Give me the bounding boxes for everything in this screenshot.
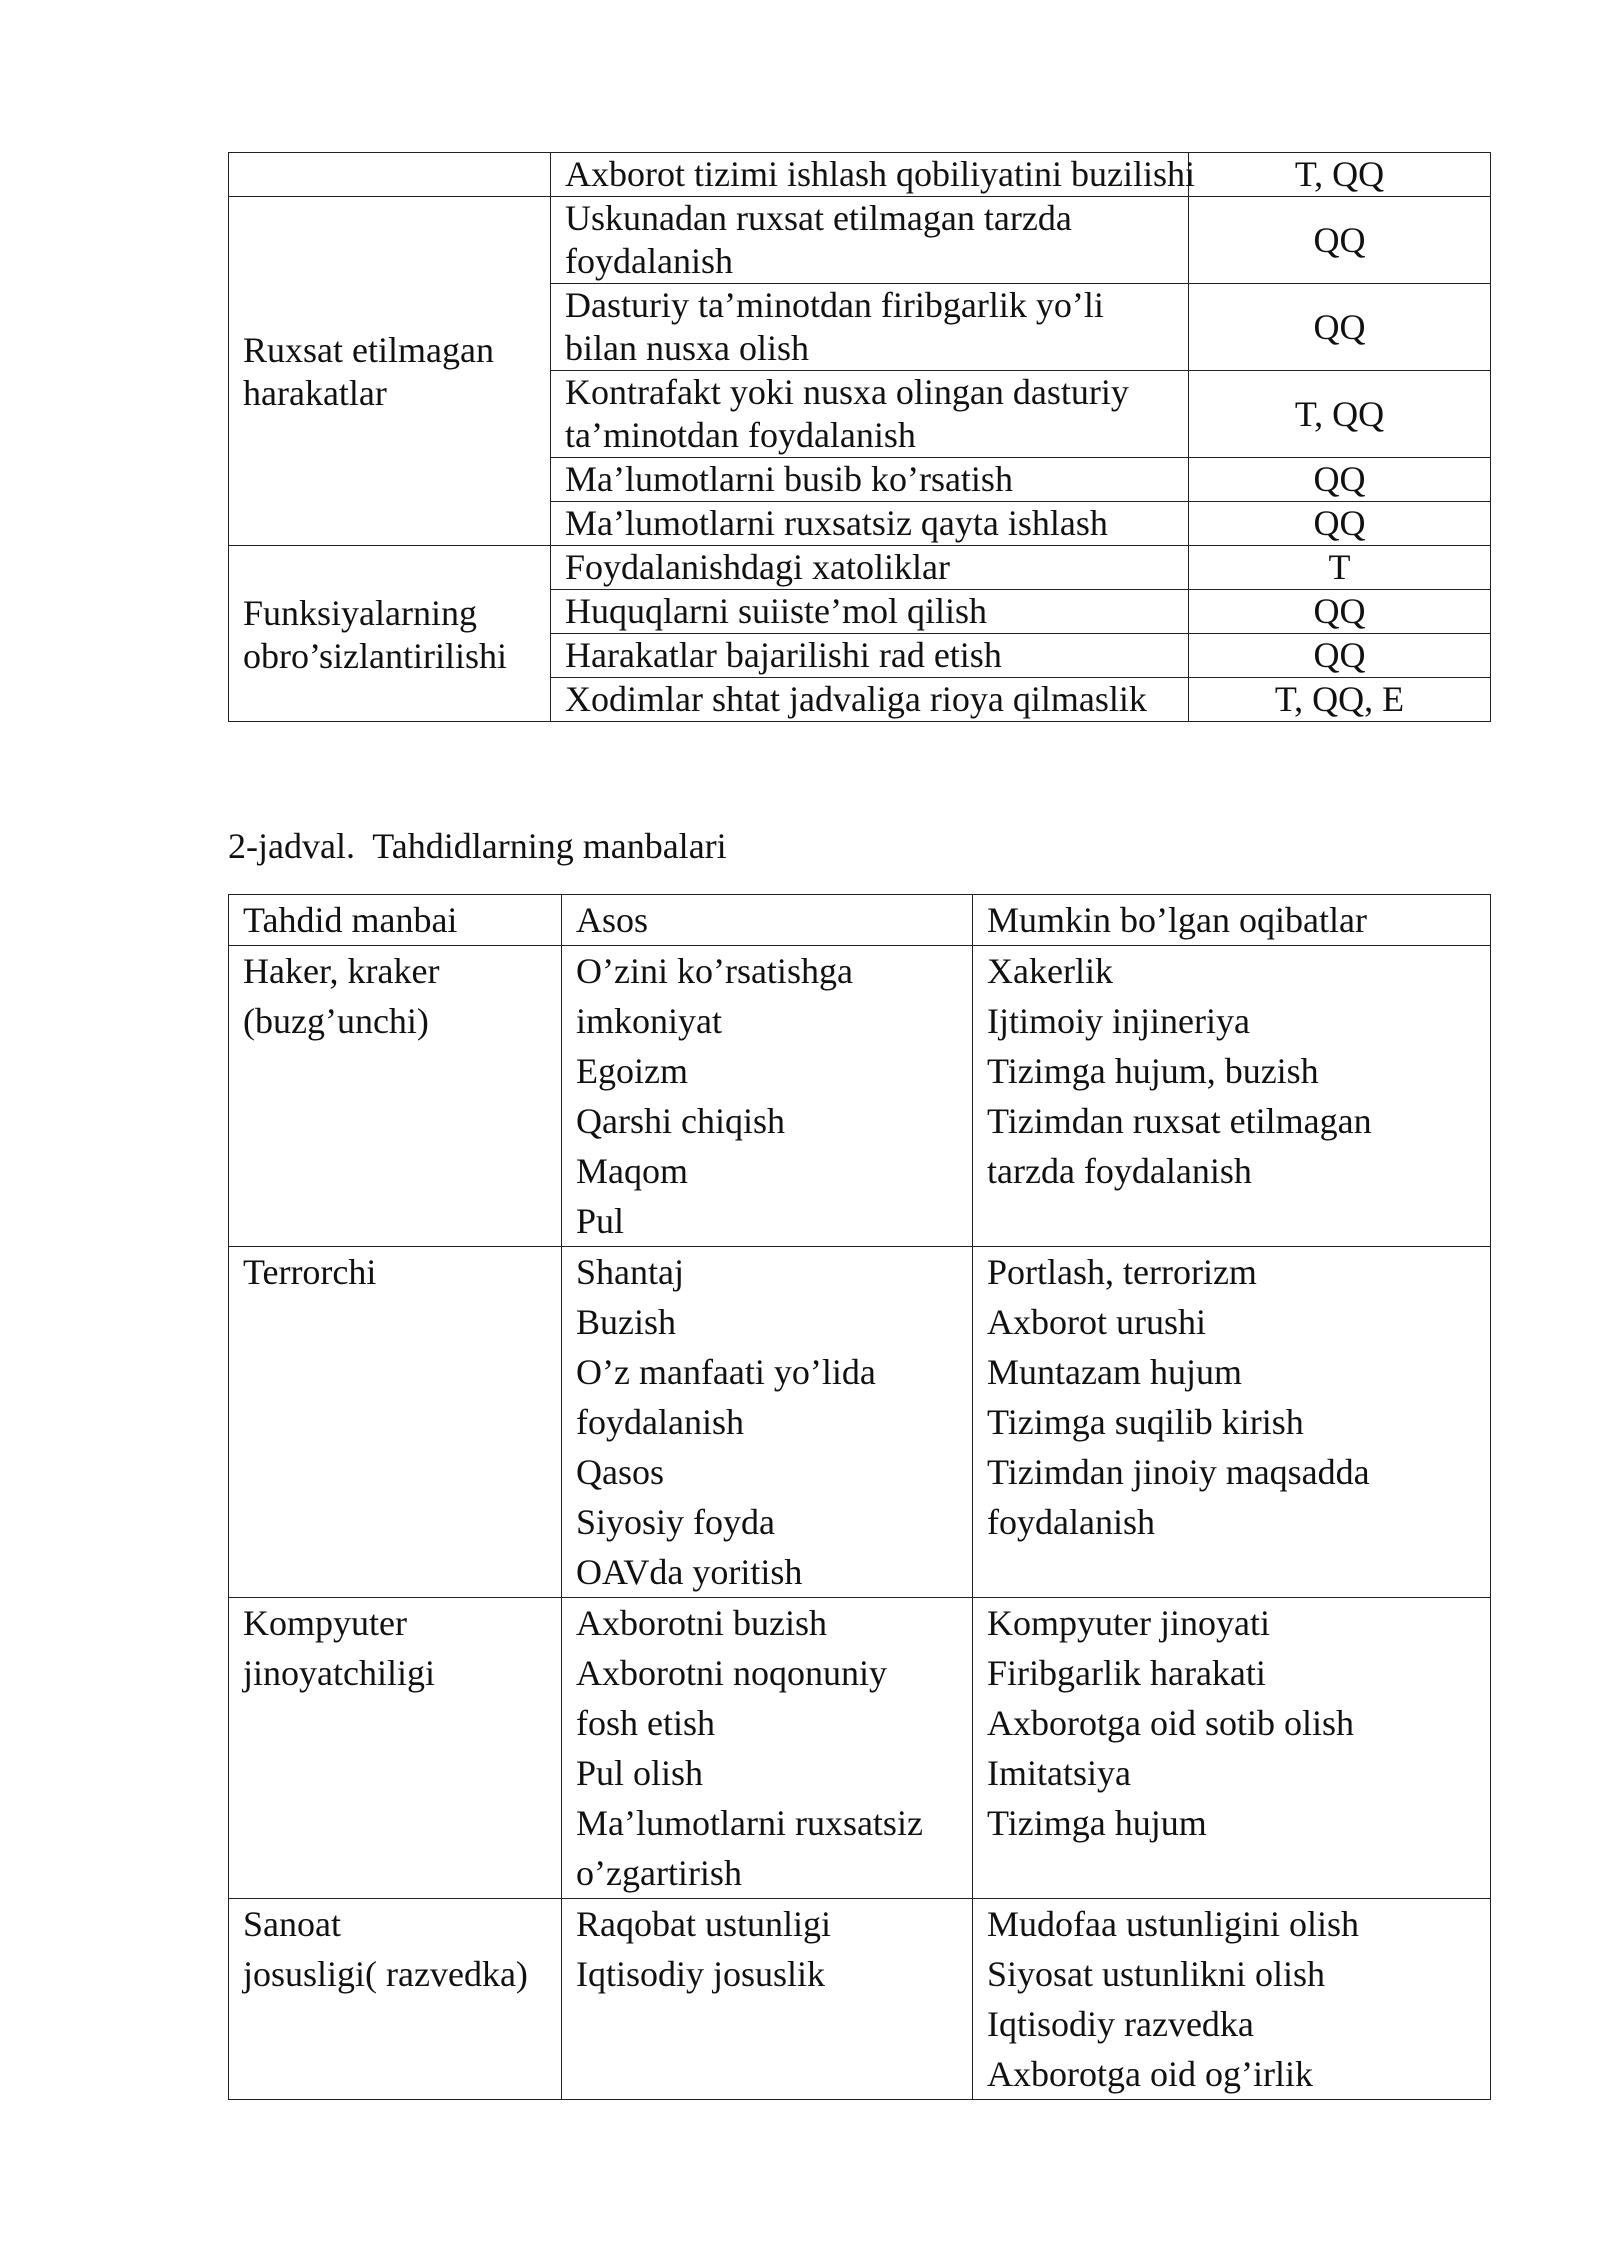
cell-line: Qarshi chiqish (576, 1101, 785, 1141)
table-caption: 2-jadval. Tahdidlarning manbalari (228, 826, 727, 866)
table-row (229, 153, 1491, 197)
cell-line: Egoizm (576, 1051, 688, 1091)
cell-line: Terrorchi (243, 1252, 377, 1292)
source-cell (229, 1247, 562, 1598)
consequences-cell (973, 946, 1491, 1247)
consequences-cell (973, 1247, 1491, 1598)
category-cell: Ruxsat etilmagan harakatlar (229, 197, 551, 546)
code-cell: QQ (1189, 502, 1491, 546)
cell-line: (buzg’unchi) (243, 1001, 429, 1041)
threats-table (228, 152, 1491, 722)
cell-line: Kompyuter (243, 1603, 407, 1643)
cell-line: Muntazam hujum (987, 1352, 1242, 1392)
basis-cell (562, 1247, 973, 1598)
threat-cell: Axborot tizimi ishlash qobiliyatini buzilishi (551, 153, 1189, 197)
cell-line: Pul (576, 1201, 625, 1241)
category-cell (229, 153, 551, 197)
cell-line: o’zgartirish (576, 1853, 742, 1893)
threat-sources-table (228, 894, 1491, 2100)
table-row (229, 546, 1491, 590)
table-row (229, 1598, 1491, 1899)
code-cell: T, QQ (1189, 371, 1491, 458)
code-cell: T, QQ (1189, 153, 1491, 197)
table-row (229, 1247, 1491, 1598)
category-cell: Funksiyalarning obro’sizlantirilishi (229, 546, 551, 722)
cell-line: Tizimdan jinoiy maqsadda (987, 1452, 1370, 1492)
code-cell: T (1189, 546, 1491, 590)
cell-line: Sanoat (243, 1904, 341, 1944)
cell-line: Ijtimoiy injineriya (987, 1001, 1250, 1041)
threat-cell: Ma’lumotlarni ruxsatsiz qayta ishlash (551, 502, 1189, 546)
cell-line: Tizimdan ruxsat etilmagan (987, 1101, 1372, 1141)
cell-line: Xakerlik (987, 951, 1113, 991)
header-source: Tahdid manbai (229, 895, 562, 946)
cell-line: Shantaj (576, 1252, 684, 1292)
table-row (229, 1899, 1491, 2100)
code-cell: T, QQ, E (1189, 678, 1491, 722)
code-cell: QQ (1189, 634, 1491, 678)
cell-line: Siyosat ustunlikni olish (987, 1954, 1326, 1994)
threat-cell: Uskunadan ruxsat etilmagan tarzda foydalanish (551, 197, 1189, 284)
cell-line: Maqom (576, 1151, 688, 1191)
cell-line: Axborotga oid og’irlik (987, 2054, 1313, 2094)
consequences-cell (973, 1598, 1491, 1899)
source-cell (229, 946, 562, 1247)
threat-cell: Huquqlarni suiiste’mol qilish (551, 590, 1189, 634)
cell-line: Firibgarlik harakati (987, 1653, 1266, 1693)
threat-cell: Harakatlar bajarilishi rad etish (551, 634, 1189, 678)
threat-cell: Xodimlar shtat jadvaliga rioya qilmaslik (551, 678, 1189, 722)
source-cell (229, 1899, 562, 2100)
table-row (229, 197, 1491, 284)
cell-line: Portlash, terrorizm (987, 1252, 1257, 1292)
cell-line: O’z manfaati yo’lida (576, 1352, 876, 1392)
cell-line: Buzish (576, 1302, 677, 1342)
cell-line: josusligi( razvedka) (243, 1954, 528, 1994)
cell-line: Mudofaa ustunligini olish (987, 1904, 1359, 1944)
basis-cell (562, 946, 973, 1247)
cell-line: Pul olish (576, 1753, 704, 1793)
cell-line: jinoyatchiligi (243, 1653, 435, 1693)
cell-line: Ma’lumotlarni ruxsatsiz (576, 1803, 923, 1843)
cell-line: fosh etish (576, 1703, 715, 1743)
consequences-cell (973, 1899, 1491, 2100)
basis-cell (562, 1899, 973, 2100)
code-cell: QQ (1189, 197, 1491, 284)
cell-line: Axborotga oid sotib olish (987, 1703, 1354, 1743)
threat-cell: Ma’lumotlarni busib ko’rsatish (551, 458, 1189, 502)
code-cell: QQ (1189, 590, 1491, 634)
cell-line: Tizimga hujum (987, 1803, 1207, 1843)
code-cell: QQ (1189, 284, 1491, 371)
table-header-row (229, 895, 1491, 946)
cell-line: Axborot urushi (987, 1302, 1206, 1342)
cell-line: foydalanish (987, 1502, 1155, 1542)
cell-line: tarzda foydalanish (987, 1151, 1252, 1191)
cell-line: foydalanish (576, 1402, 744, 1442)
cell-line: Tizimga hujum, buzish (987, 1051, 1319, 1091)
threat-cell: Foydalanishdagi xatoliklar (551, 546, 1189, 590)
cell-line: Qasos (576, 1452, 664, 1492)
cell-line: Imitatsiya (987, 1753, 1131, 1793)
threat-cell: Kontrafakt yoki nusxa olingan dasturiy ta’minotdan foydalanish (551, 371, 1189, 458)
cell-line: Raqobat ustunligi (576, 1904, 831, 1944)
cell-line: OAVda yoritish (576, 1552, 803, 1592)
cell-line: Haker, kraker (243, 951, 440, 991)
header-basis: Asos (562, 895, 973, 946)
cell-line: Axborotni buzish (576, 1603, 827, 1643)
threat-cell: Dasturiy ta’minotdan firibgarlik yo’li bilan nusxa olish (551, 284, 1189, 371)
basis-cell (562, 1598, 973, 1899)
table-row (229, 946, 1491, 1247)
header-consequences: Mumkin bo’lgan oqibatlar (973, 895, 1491, 946)
cell-line: Tizimga suqilib kirish (987, 1402, 1304, 1442)
cell-line: O’zini ko’rsatishga (576, 951, 853, 991)
cell-line: Siyosiy foyda (576, 1502, 776, 1542)
cell-line: Iqtisodiy josuslik (576, 1954, 826, 1994)
source-cell (229, 1598, 562, 1899)
cell-line: Axborotni noqonuniy (576, 1653, 887, 1693)
cell-line: imkoniyat (576, 1001, 722, 1041)
code-cell: QQ (1189, 458, 1491, 502)
cell-line: Kompyuter jinoyati (987, 1603, 1270, 1643)
cell-line: Iqtisodiy razvedka (987, 2004, 1254, 2044)
